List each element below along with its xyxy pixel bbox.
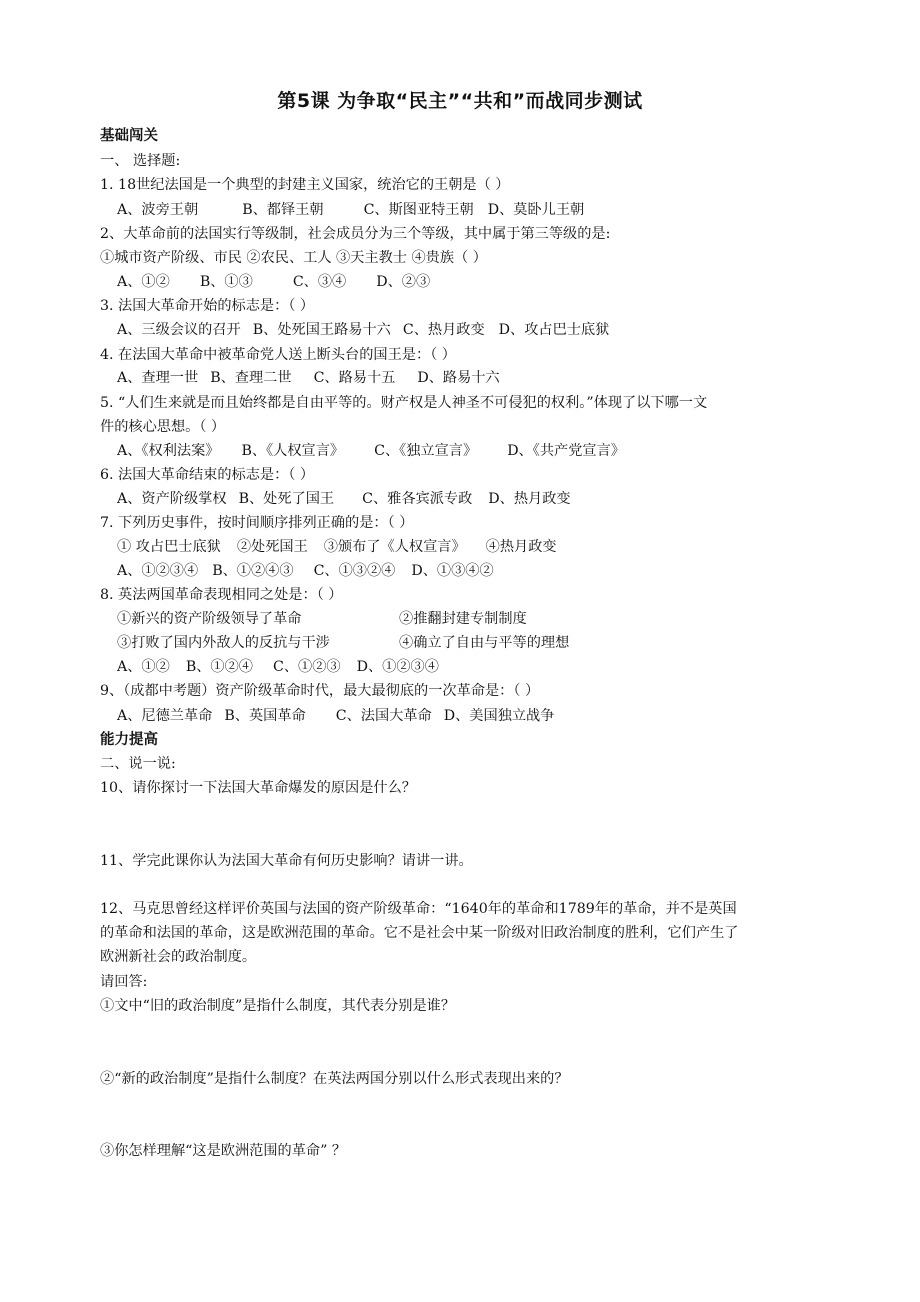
question-2: 2、大革命前的法国实行等级制，社会成员分为三个等级，其中属于第三等级的是: [100,226,611,242]
event-3: ③颁布了《人权宣言》 [323,539,466,555]
option-a: A、《权利法案》 [117,443,220,459]
question-1-options [117,200,584,220]
question-7-items [117,537,557,557]
option-b: B、处死了国王 [238,491,335,507]
event-2: ②处死国王 [236,539,308,555]
part-heading-discuss: 二、说一说: [100,756,176,772]
option-d: D、路易十六 [417,370,500,386]
question-3: 3. 法国大革命开始的标志是：（ ） [100,298,315,314]
statement-2: ②推翻封建专制制度 [399,611,527,627]
option-d: D、②③ [376,274,431,290]
option-c: C、《独立宣言》 [374,443,478,459]
option-a: A、①②③④ [117,563,199,579]
question-12-line3: 欧洲新社会的政治制度。 [100,949,257,965]
question-9: 9、（成都中考题）资产阶级革命时代，最大最彻底的一次革命是：（ ） [100,683,540,699]
question-5-options [117,441,625,461]
option-b: B、都铎王朝 [242,202,324,218]
option-d: D、攻占巴士底狱 [498,322,610,338]
statement-3: ③打败了国内外敌人的反抗与干涉 [117,635,330,651]
question-1: 1. 18世纪法国是一个典型的封建主义国家，统治它的王朝是（ ） [100,177,510,193]
option-c: C、③④ [292,274,347,290]
question-12-sub1: ①文中“旧的政治制度”是指什么制度，其代表分别是谁？ [100,998,456,1014]
page-title: 第5课 为争取“民主”“共和”而战同步测试 [277,90,643,112]
option-c: C、雅各宾派专政 [362,491,473,507]
question-9-options [117,706,554,726]
option-b: B、处死国王路易十六 [252,322,391,338]
option-d: D、莫卧儿王朝 [487,202,585,218]
option-b: B、查理二世 [210,370,292,386]
question-4-options [117,368,500,388]
question-3-options [117,320,609,340]
event-4: ④热月政变 [485,539,557,555]
question-6-options [117,489,571,509]
option-a: A、尼德兰革命 [117,708,213,724]
option-c: C、热月政变 [402,322,485,338]
question-8: 8. 英法两国革命表现相同之处是：（ ） [100,587,343,603]
question-6: 6. 法国大革命结束的标志是：（ ） [100,467,315,483]
question-4: 4. 在法国大革命中被革命党人送上断头台的国王是：（ ） [100,347,456,363]
option-c: C、①②③ [273,659,341,675]
question-11: 11、学完此课你认为法国大革命有何历史影响？请讲一讲。 [100,853,473,869]
option-a: A、波旁王朝 [117,202,199,218]
event-1: ① 攻占巴士底狱 [117,539,221,555]
option-d: D、①②③④ [356,659,439,675]
option-a: A、查理一世 [117,370,199,386]
question-8-items-row1 [117,609,527,629]
question-12-sub2: ②“新的政治制度”是指什么制度？在英法两国分别以什么形式表现出来的？ [100,1071,569,1087]
question-8-options [117,657,439,677]
question-10: 10、请你探讨一下法国大革命爆发的原因是什么？ [100,780,416,796]
question-12-prompt: 请回答: [100,974,148,990]
question-7: 7. 下列历史事件，按时间顺序排列正确的是：（ ） [100,515,414,531]
option-c: C、路易十五 [313,370,396,386]
question-5: 5. “人们生来就是而且始终都是自由平等的。财产权是人神圣不可侵犯的权利。”体现了以下哪一文 [100,395,708,411]
question-2-items: ①城市资产阶级、市民 ②农民、工人 ③天主教士 ④贵族（ ） [100,250,487,266]
option-b: B、《人权宣言》 [241,443,345,459]
option-c: C、斯图亚特王朝 [363,202,474,218]
question-2-options [117,272,430,292]
option-c: C、①③②④ [313,563,396,579]
question-5-cont: 件的核心思想。（ ） [100,419,226,435]
section-heading-basic: 基础闯关 [100,128,158,144]
question-8-items-row2 [117,633,569,653]
option-d: D、热月政变 [488,491,571,507]
option-b: B、①③ [199,274,253,290]
option-a: A、①② [117,659,170,675]
option-d: D、①③④② [411,563,494,579]
option-a: A、资产阶级掌权 [117,491,227,507]
option-d: D、美国独立战争 [443,708,555,724]
option-a: A、三级会议的召开 [117,322,241,338]
option-d: D、《共产党宣言》 [507,443,625,459]
statement-1: ①新兴的资产阶级领导了革命 [117,611,302,627]
part-heading-choice: 一、 选择题: [100,153,181,169]
section-heading-advanced: 能力提高 [100,732,158,748]
question-12-line2: 的革命和法国的革命，这是欧洲范围的革命。它不是社会中某一阶级对旧政治制度的胜利，它们产生了 [100,925,739,941]
option-a: A、①② [117,274,170,290]
option-b: B、①②④ [185,659,253,675]
option-c: C、法国大革命 [335,708,432,724]
option-b: B、①②④③ [212,563,294,579]
statement-4: ④确立了自由与平等的理想 [399,635,570,651]
question-7-options [117,561,494,581]
question-12-sub3: ③你怎样理解“这是欧洲范围的革命” ？ [100,1143,347,1159]
option-b: B、英国革命 [224,708,306,724]
question-12-line1: 12、马克思曾经这样评价英国与法国的资产阶级革命：“1640年的革命和1789年的革命，并不是英国 [100,901,737,917]
